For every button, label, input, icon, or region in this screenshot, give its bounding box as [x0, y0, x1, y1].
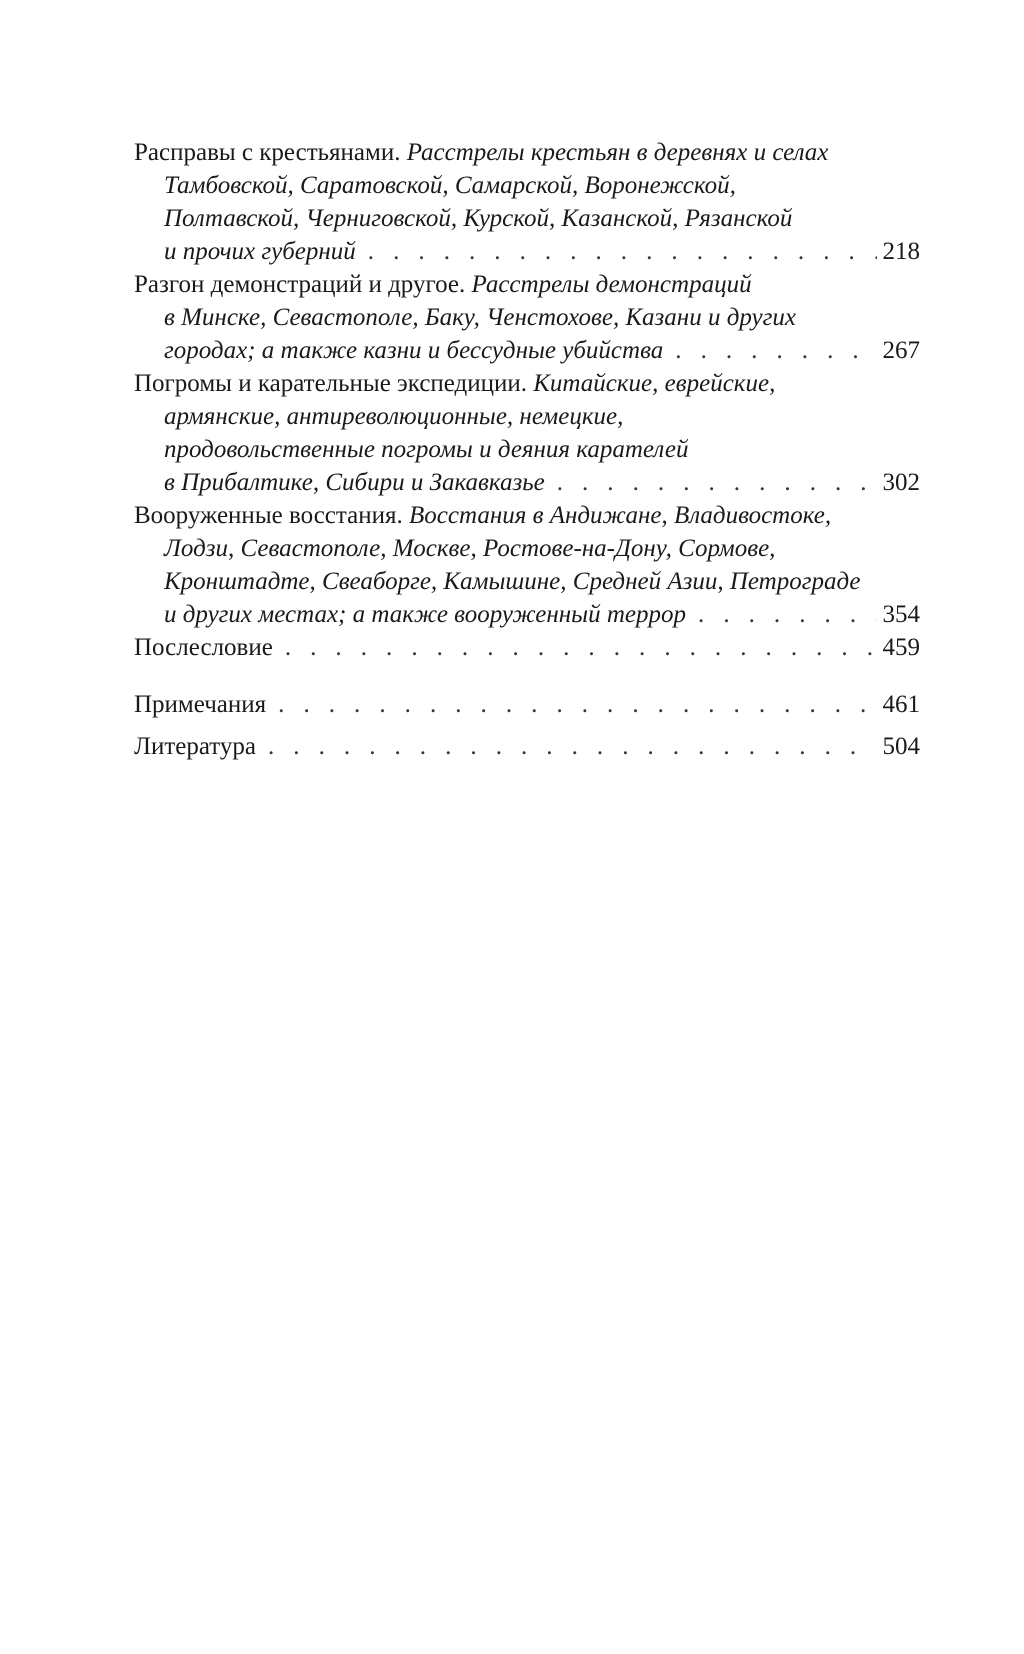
toc-entry-last-line: [134, 730, 920, 763]
toc-entry-first-line: [134, 367, 920, 400]
toc-entry-literature[interactable]: [134, 730, 920, 763]
toc-entry-last-line: [134, 334, 920, 367]
dot-leader: [368, 235, 877, 268]
toc-entry-pogroms[interactable]: [134, 367, 920, 499]
toc-entry-armed-uprisings[interactable]: [134, 499, 920, 631]
toc-entry-title: Литература: [134, 733, 256, 760]
toc-entry-last-line: [134, 688, 920, 721]
toc-entry-title: Расправы с крестьянами.: [134, 139, 401, 166]
section-gap: [134, 664, 920, 688]
page-number: 267: [882, 337, 920, 364]
page-number: 459: [882, 634, 920, 661]
toc-entry-afterword[interactable]: [134, 631, 920, 664]
dot-leader: [285, 631, 877, 664]
dot-leader: [268, 730, 877, 763]
toc-entry-description: и прочих губерний: [164, 238, 356, 265]
toc-entry-description: Восстания в Андижане, Владивостоке,: [409, 502, 832, 529]
dot-leader: [698, 598, 876, 631]
page-number: 461: [882, 691, 920, 718]
toc-entry-title: Послесловие: [134, 634, 273, 661]
page-number: 504: [882, 733, 920, 760]
toc-entry-first-line: [134, 136, 920, 169]
dot-leader: [675, 334, 876, 367]
toc-entry-description: Лодзи, Севастополе, Москве, Ростове-на-Дону, Сормове,: [164, 535, 776, 562]
toc-entry-last-line: [134, 235, 920, 268]
page-number: 302: [882, 469, 920, 496]
toc-entry-description: продовольственные погромы и деяния карателей: [164, 436, 689, 463]
toc-entry-title: Погромы и карательные экспедиции.: [134, 370, 528, 397]
dot-leader: [278, 688, 876, 721]
toc-entry-description: Тамбовской, Саратовской, Самарской, Воронежской,: [164, 172, 736, 199]
toc-entry-first-line: [134, 499, 920, 532]
toc-entry-description: Полтавской, Черниговской, Курской, Казанской, Рязанской: [164, 205, 793, 232]
page-number: 218: [882, 238, 920, 265]
toc-entry-last-line: [134, 598, 920, 631]
toc-entry-description: Кронштадте, Свеаборге, Камышине, Средней Азии, Петрограде: [164, 568, 861, 595]
toc-entry-description: Расстрелы демонстраций: [471, 271, 752, 298]
toc-entry-title: Вооруженные восстания.: [134, 502, 403, 529]
toc-entry-demonstrations[interactable]: [134, 268, 920, 367]
toc-entry-last-line: [134, 631, 920, 664]
toc-entry-description: Расстрелы крестьян в деревнях и селах: [406, 139, 829, 166]
toc-entry-title: Примечания: [134, 691, 267, 718]
dot-leader: [557, 466, 877, 499]
page-number: 354: [882, 601, 920, 628]
toc-entry-title: Разгон демонстраций и другое.: [134, 271, 466, 298]
toc-entry-description: в Минске, Севастополе, Баку, Ченстохове, Казани и других: [164, 304, 796, 331]
toc-entry-description: армянские, антиреволюционные, немецкие,: [164, 403, 624, 430]
table-of-contents: [134, 136, 920, 763]
toc-entry-description: и других местах; а также вооруженный террор: [164, 601, 687, 628]
toc-entry-description: в Прибалтике, Сибири и Закавказье: [164, 469, 545, 496]
toc-entry-notes[interactable]: [134, 688, 920, 721]
toc-entry-last-line: [134, 466, 920, 499]
toc-entry-description: городах; а также казни и бессудные убийства: [164, 337, 664, 364]
toc-entry-peasant-reprisals[interactable]: [134, 136, 920, 268]
toc-entry-first-line: [134, 268, 920, 301]
toc-entry-description: Китайские, еврейские,: [533, 370, 776, 397]
